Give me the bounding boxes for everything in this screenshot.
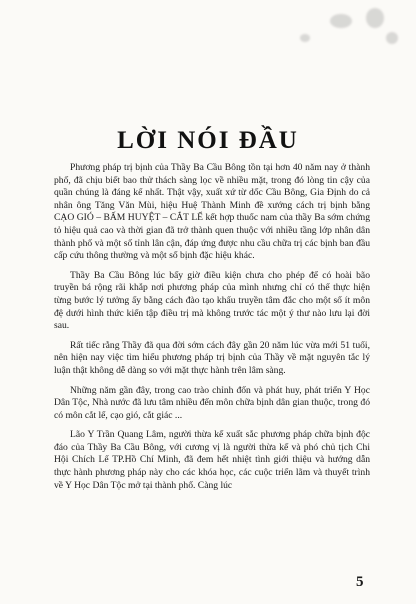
paragraph-5: Lão Y Trần Quang Lâm, người thừa kế xuất sắc phương pháp chữa bịnh độc đáo của Thầy Ba Cầu Bông, với cương vị là người thừa kế và phó chủ tịch Chi Hội Chích Lể TP.Hồ Chí Minh, đã đem hết nhiệt tình giới thiệu và hướng dẫn thực hành phương pháp này cho các khóa học, các cuộc triển lãm và thuyết trình về Y Học Dân Tộc mở tại thành phố. Càng lúc [54,429,370,491]
paragraph-2: Thầy Ba Cầu Bông lúc bấy giờ điều kiện chưa cho phép để có hoài bão truyền bá rộng rãi khắp nơi phương pháp của mình nhưng chỉ có thể thực hiện từng bước lý tưởng ấy bằng cách đào tạo khẩu truyền tâm đắc cho một số ít môn đệ dưới hình thức kiến tập điều trị mà không trước tác một ý thư nào lưu lại đời sau. [54,269,370,332]
page-title: LỜI NÓI ĐẦU [117,127,299,154]
ink-smudge [300,34,310,42]
ink-smudge [386,32,398,44]
page-number: 5 [356,574,364,590]
body-text [54,162,370,499]
paragraph-1: Phương pháp trị bịnh của Thầy Ba Cầu Bông tồn tại hơn 40 năm nay ở thành phố, đã chịu biết bao thử thách sàng lọc về nhiều mặt, trong đó lòng tin cậy của quần chúng là đáng kể nhất. Thật vậy, xuất xứ từ dốc Cầu Bông, Gia Định do cả nhân ông Tăng Văn Mùi, hiệu Huệ Thành Minh đề xướng cách trị bịnh bằng CẠO GIÓ – BẤM HUYỆT – CẮT LỂ kết hợp thuốc nam của thầy Ba sớm chứng tỏ hiệu quả cao và thời gian đã trở thành quen thuộc với nhiều tầng lớp nhân dân thành phố và một số tỉnh lân cận, đáp ứng được nhu cầu chữa trị các bịnh ban đầu cấp cứu thông thường và một số bịnh đặc hiệu khác. [54,162,370,262]
ink-smudge [366,8,384,28]
paragraph-3: Rất tiếc rằng Thầy đã qua đời sớm cách đây gần 20 năm lúc vừa mới 51 tuổi, nên hiện nay việc tìm hiểu phương pháp trị bịnh của Thầy về mặt nguyên tắc lý luận thật không dễ dàng so với mặt thực hành trên lâm sàng. [54,339,370,376]
paragraph-4: Những năm gần đây, trong cao trào chỉnh đốn và phát huy, phát triển Y Học Dân Tộc, Nhà nước đã lưu tâm nhiều đến môn chữa bịnh dân gian thuộc, trong đó có môn cắt lể, cạo gió, cắt giác ... [54,384,370,421]
ink-smudge [330,14,352,28]
